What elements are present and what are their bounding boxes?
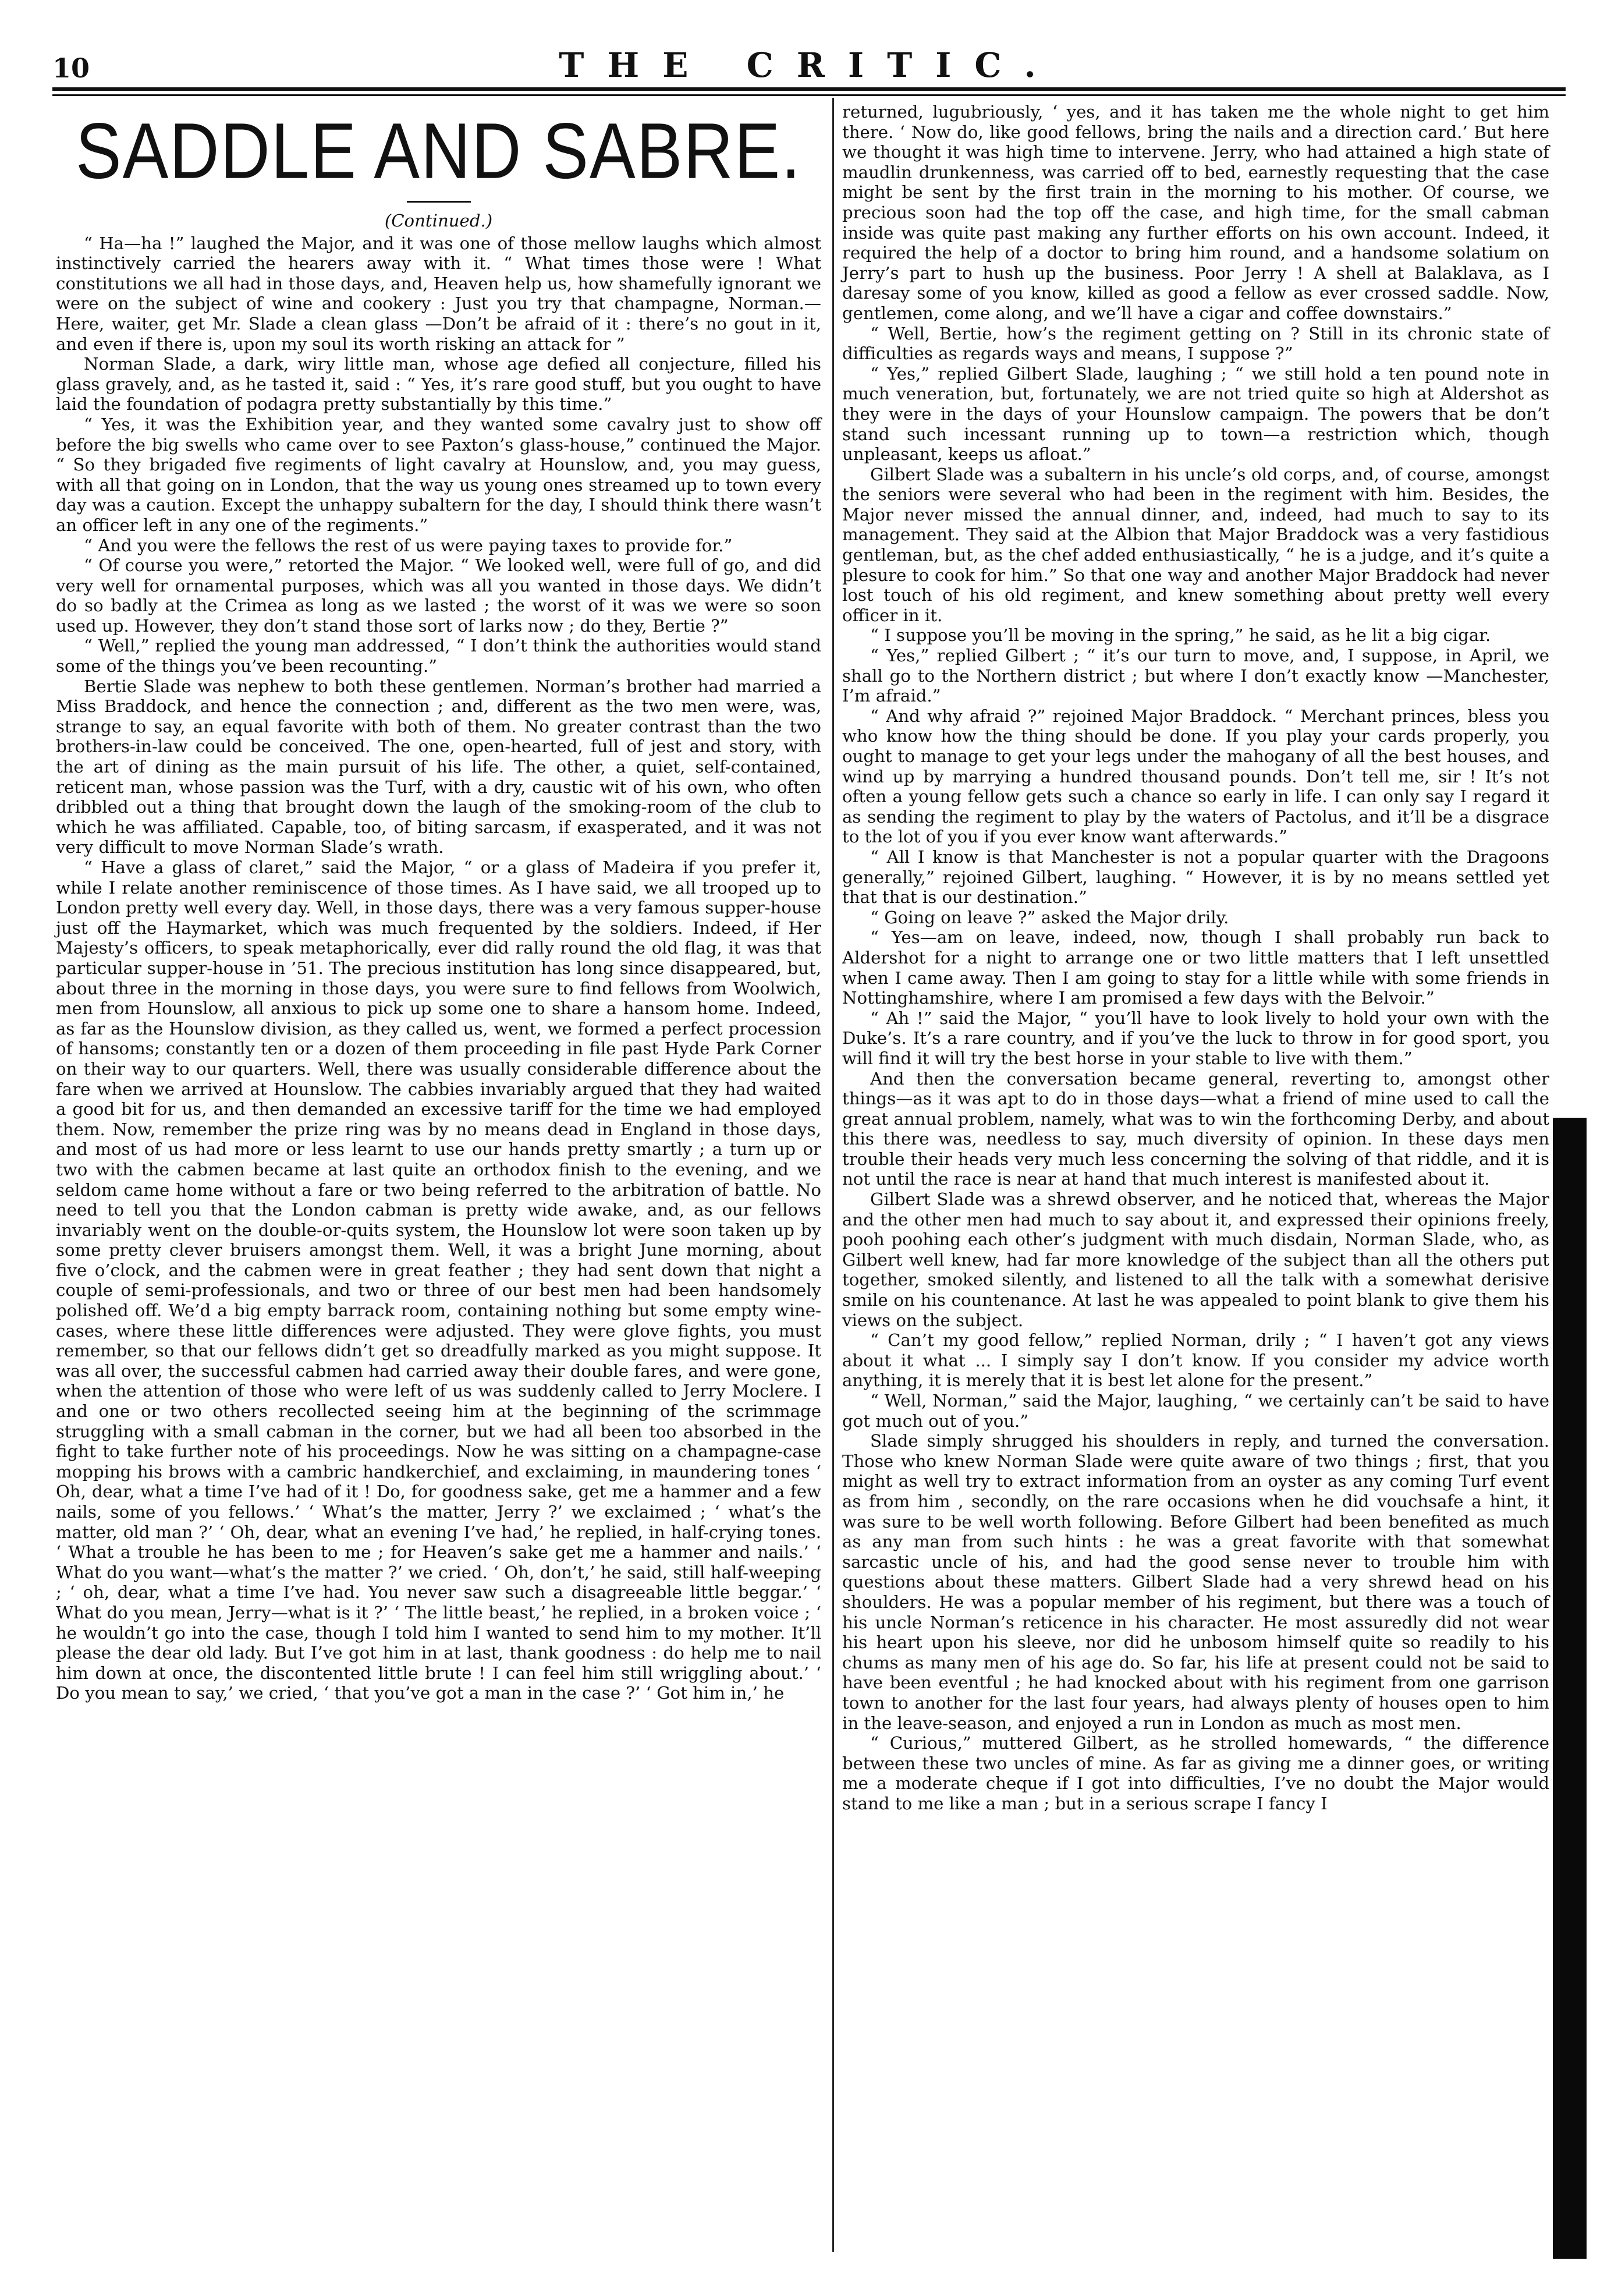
paragraph: “ And you were the fellows the rest of us were paying taxes to provide for.” (84, 535, 733, 555)
paragraph: “ And why afraid ?” rejoined Major Braddock. “ Merchant princes, bless you who know how the thing should be done. If you play your cards properly, you ought to manage to get your legs under the mahogany of all the best houses, and wind up by marrying a hundred thousand pounds. Don’t tell me, sir ! It’s not often a young fellow gets such a chance so early in life. I can only say I regard it as sending the regiment to play by the waters of Pactolus, and it’ll be a disgrace to the lot of you if you ever know want afterwards.” (842, 706, 1549, 847)
paragraph: “ Yes, it was the Exhibition year, and they wanted some cavalry just to show off before the big swells who came over to see Paxton’s glass-house,” continued the Major. “ So they brigaded five regiments of light cavalry at Hounslow, and, you may guess, with all that going on in London, that the way us young ones streamed up to town every day was a caution. Except the unhappy subaltern for the day, I should think there wasn’t an officer left in any one of the regiments.” (56, 414, 821, 535)
paragraph: And then the conversation became general, reverting to, amongst other things—as it was apt to do in those days—what a friend of mine used to call the great annual problem, namely, what was to win the forthcoming Derby, and about this there was, needless to say, much diversity of opinion. In these days men trouble their heads very much less concerning the solving of that riddle, and it is not until the race is near at hand that much interest is manifested about it. (842, 1068, 1549, 1189)
journal-title: THE CRITIC. (559, 45, 1059, 85)
column-divider (832, 98, 834, 2252)
paragraph: “ Ah !” said the Major, “ you’ll have to look lively to hold your own with the Duke’s. It’s a rare country, and if you’ve the luck to throw in for good sport, you will find it will try the best horse in your stable to live with them.” (842, 1008, 1549, 1068)
paragraph: “ Of course you were,” retorted the Major. “ We looked well, were full of go, and did very well for ornamental purposes, which was all you wanted in those days. We didn’t do so badly at the Crimea as long as we lasted ; the worst of it was we were so soon used up. However, they don’t stand those sort of larks now ; do they, Bertie ?” (56, 555, 821, 636)
paragraph: “ Well,” replied the young man addressed, “ I don’t think the authorities would stand some of the things you’ve been recounting.” (56, 636, 821, 676)
left-body (56, 233, 821, 1703)
scan-edge-bar (1553, 1118, 1587, 2259)
paragraph: “ Well, Norman,” said the Major, laughing, “ we certainly can’t be said to have got much out of you.” (842, 1391, 1549, 1431)
paragraph: “ Ha—ha !” laughed the Major, and it was one of those mellow laughs which almost instinctively carried the hearers away with it. “ What times those were ! What constitutions we all had in those days, and, Heaven help us, how shamefully ignorant we were on the subject of wine and cookery : Just you try that champagne, Norman.— Here, waiter, get Mr. Slade a clean glass —Don’t be afraid of it : there’s no gout in it, and even if there is, upon my soul its worth risking an attack for ” (56, 233, 821, 354)
paragraph: “ Curious,” muttered Gilbert, as he strolled homewards, “ the difference between these two uncles of mine. As far as giving me a dinner goes, or writing me a moderate cheque if I got into difficulties, I’ve no doubt the Major would stand to me like a man ; but in a serious scrape I fancy I (842, 1733, 1549, 1813)
page-number: 10 (52, 52, 90, 84)
header-rule-thin (52, 94, 1566, 96)
paragraph: “ All I know is that Manchester is not a popular quarter with the Dragoons generally,” rejoined Gilbert, laughing. “ However, it is by no means settled yet that that is our destination.” (842, 846, 1549, 908)
paragraph: “ Yes,” replied Gilbert ; “ it’s our turn to move, and, I suppose, in April, we shall go to the Northern district ; but where I don’t exactly know —Manchester, I’m afraid.” (842, 646, 1549, 706)
paragraph: “ Going on leave ?” asked the Major drily. (870, 907, 1229, 927)
article-title: SADDLE AND SABRE. (75, 107, 802, 196)
continued-note: (Continued.) (384, 211, 493, 231)
paragraph: “ Can’t my good fellow,” replied Norman, drily ; “ I haven’t got any views about it what ... I simply say I don’t know. If you consider my advice worth anything, it is merely that it is best let alone for the present.” (842, 1330, 1549, 1391)
paragraph: Bertie Slade was nephew to both these gentlemen. Norman’s brother had married a Miss Braddock, and hence the connection ; and, different as the two men were, was, strange to say, an equal favorite with both of them. No greater contrast than the two brothers-in-law could be conceived. The one, open-hearted, full of jest and story, with the art of dining as the main pursuit of his life. The other, a quiet, self-contained, reticent man, whose passion was the Turf, with a dry, caustic wit of his own, who often dribbled out a thing that brought down the laugh of the smoking-room of the club to which he was affiliated. Capable, too, of biting sarcasm, if exasperated, and it was not very difficult to move Norman Slade’s wrath. (56, 676, 821, 858)
title-rule (407, 201, 471, 203)
paragraph: “ I suppose you’ll be moving in the spring,” he said, as he lit a big cigar. (870, 625, 1491, 646)
paragraph: “ Have a glass of claret,” said the Major, “ or a glass of Madeira if you prefer it, while I relate another reminiscence of those times. As I have said, we all trooped up to London pretty well every day. Well, in those days, there was a very famous supper-house just off the Haymarket, which was much frequented by the soldiers. Indeed, if Her Majesty’s officers, to speak metaphorically, ever did rally round the old flag, it was that particular supper-house in ’51. The precious institution has long since disappeared, but, about three in the morning in those days, you were sure to find fellows from Woolwich, men from Hounslow, all anxious to pick up some one to share a hansom home. Indeed, as far as the Hounslow division, as they called us, went, we formed a perfect procession of hansoms; constantly ten or a dozen of them proceeding in file past Hyde Park Corner on their way to our quarters. Well, there was usually considerable difference about the fare when we arrived at Hounslow. The cabbies invariably argued that they had waited a good bit for us, and then demanded an excessive tariff for the time we had employed them. Now, remember the prize ring was by no means dead in England in those days, and most of us had more or less learnt to use our hands pretty smartly ; a turn up or two with the cabmen became at last quite an orthodox finish to the evening, and we seldom came home without a fare or two being referred to the arbitration of battle. No need to tell you that the London cabman is pretty wide awake, and, as our fellows invariably went on the double-or-quits system, the Hounslow lot were soon taken up by some pretty clever bruisers amongst them. Well, it was a bright June morning, about five o’clock, and the cabmen were in great feather ; they had sent down that night a couple of semi-professionals, and two or three of our best men had been handsomely polished off. We’d a big empty barrack room, containing nothing but some empty wine-cases, where these little differences were adjusted. They were glove fights, you must remember, so that our fellows didn’t get so dreadfully marked as you might suppose. It was all over, the successful cabmen had carried away their double fares, and were gone, when the attention of those who were left of us was suddenly called to Jerry Moclere. I and one or two others recollected seeing him at the beginning of the scrimmage struggling with a small cabman in the corner, but we had all been too absorbed in the fight to take further note of his proceedings. Now he was sitting on a champagne-case mopping his brows with a cambric handkerchief, and exclaiming, in maundering tones ‘ Oh, dear, what a time I’ve had of it ! Do, for goodness sake, get me a hammer and a few nails, some of you fellows.’ ‘ What’s the matter, Jerry ?’ we exclaimed ; ‘ what’s the matter, old man ?’ ‘ Oh, dear, what an evening I’ve had,’ he replied, in half-crying tones. ‘ What a trouble he has been to me ; for Heaven’s sake get me a hammer and nails.’ ‘ What do you want—what’s the matter ?’ we cried. ‘ Oh, don’t,’ he said, still half-weeping ; ‘ oh, dear, what a time I’ve had. You never saw such a disagreeable little beggar.’ ‘ What do you mean, Jerry—what is it ?’ ‘ The little beast,’ he replied, in a broken voice ; ‘ he wouldn’t go into the case, though I told him I wanted to send him to my mother. It’ll please the dear old lady. But I’ve got him in at last, thank goodness : do help me to nail him down at once, the discontented little brute ! I can feel him still wriggling about.’ ‘ Do you mean to say,’ we cried, ‘ that you’ve got a man in the case ?’ ‘ Got him in,’ he (56, 858, 821, 1703)
left-column (56, 102, 821, 1703)
paragraph: Slade simply shrugged his shoulders in reply, and turned the conversation. Those who knew Norman Slade were quite aware of two things ; first, that you might as well try to extract information from an oyster as any coming Turf event as from him , secondly, on the rare occasions when he did vouchsafe a hint, it was sure to be well worth following. Before Gilbert had been benefited as much as any man from such hints : he was a great favorite with that somewhat sarcastic uncle of his, and had the good sense never to trouble him with questions about these matters. Gilbert Slade had a very shrewd head on his shoulders. He was a popular member of his regiment, but there was a touch of his uncle Norman’s reticence in his character. He most assuredly did not wear his heart upon his sleeve, nor did he unbosom himself quite so readily to his chums as many men of his age do. So far, his life at present could not be said to have been eventful ; he had knocked about with his regiment from one garrison town to another for the last four years, had always plenty of houses open to him in the leave-season, and enjoyed a run in London as much as most men. (842, 1431, 1549, 1733)
paragraph: “ Yes,” replied Gilbert Slade, laughing ; “ we still hold a ten pound note in much veneration, but, fortunately, we are not tried quite so high at Aldershot as they were in the days of your Hounslow campaign. The powers that be don’t stand such incessant running up to town—a restriction which, though unpleasant, keeps us afloat.” (842, 363, 1549, 465)
paragraph: “ Well, Bertie, how’s the regiment getting on ? Still in its chronic state of difficulties as regards ways and means, I suppose ?” (842, 323, 1549, 364)
paragraph: Norman Slade, a dark, wiry little man, whose age defied all conjecture, filled his glass gravely, and, as he tasted it, said : “ Yes, it’s rare good stuff, but you ought to have laid the foundation of podagra pretty substantially by this time.” (56, 354, 821, 414)
right-body (842, 102, 1549, 1813)
header-rule (52, 87, 1566, 91)
right-column (842, 102, 1549, 1813)
paragraph: returned, lugubriously, ‘ yes, and it has taken me the whole night to get him there. ‘ Now do, like good fellows, bring the nails and a direction card.’ But here we thought it was high time to intervene. Jerry, who had attained a high state of maudlin drunkenness, was carried off to bed, earnestly requesting that the case might be sent by the first train in the morning to his mother. Of course, we precious soon had the top off the case, and high time, for the small cabman inside was quite past making any further efforts on his own account. Indeed, it required the help of a doctor to bring him round, and a handsome solatium on Jerry’s part to hush up the business. Poor Jerry ! A shell at Balaklava, as I daresay some of you know, killed as good a fellow as ever crossed saddle. Now, gentlemen, come along, and we’ll have a cigar and coffee downstairs.” (842, 102, 1549, 323)
paragraph: “ Yes—am on leave, indeed, now, though I shall probably run back to Aldershot for a night to arrange one or two little matters that I left unsettled when I came away. Then I am going to stay for a little while with some friends in Nottinghamshire, where I am promised a few days with the Belvoir.” (842, 927, 1549, 1008)
paragraph: Gilbert Slade was a shrewd observer, and he noticed that, whereas the Major and the other men had much to say about it, and expressed their opinions freely, pooh poohing each other’s judgment with much disdain, Norman Slade, who, as Gilbert well knew, had far more knowledge of the subject than all the others put together, smoked silently, and listened to all the talk with a somewhat derisive smile on his countenance. At last he was appealed to point blank to give them his views on the subject. (842, 1189, 1549, 1330)
page-header (52, 45, 1566, 86)
paragraph: Gilbert Slade was a subaltern in his uncle’s old corps, and, of course, amongst the seniors were several who had been in the regiment with him. Besides, the Major never missed the annual dinner, and, indeed, had much to say to its management. They said at the Albion that Major Braddock was a very fastidious gentleman, but, as the chef added enthusiastically, “ he is a judge, and it’s quite a plesure to cook for him.” So that one way and another Major Braddock had never lost touch of his old regiment, and knew something about pretty well every officer in it. (842, 464, 1549, 625)
